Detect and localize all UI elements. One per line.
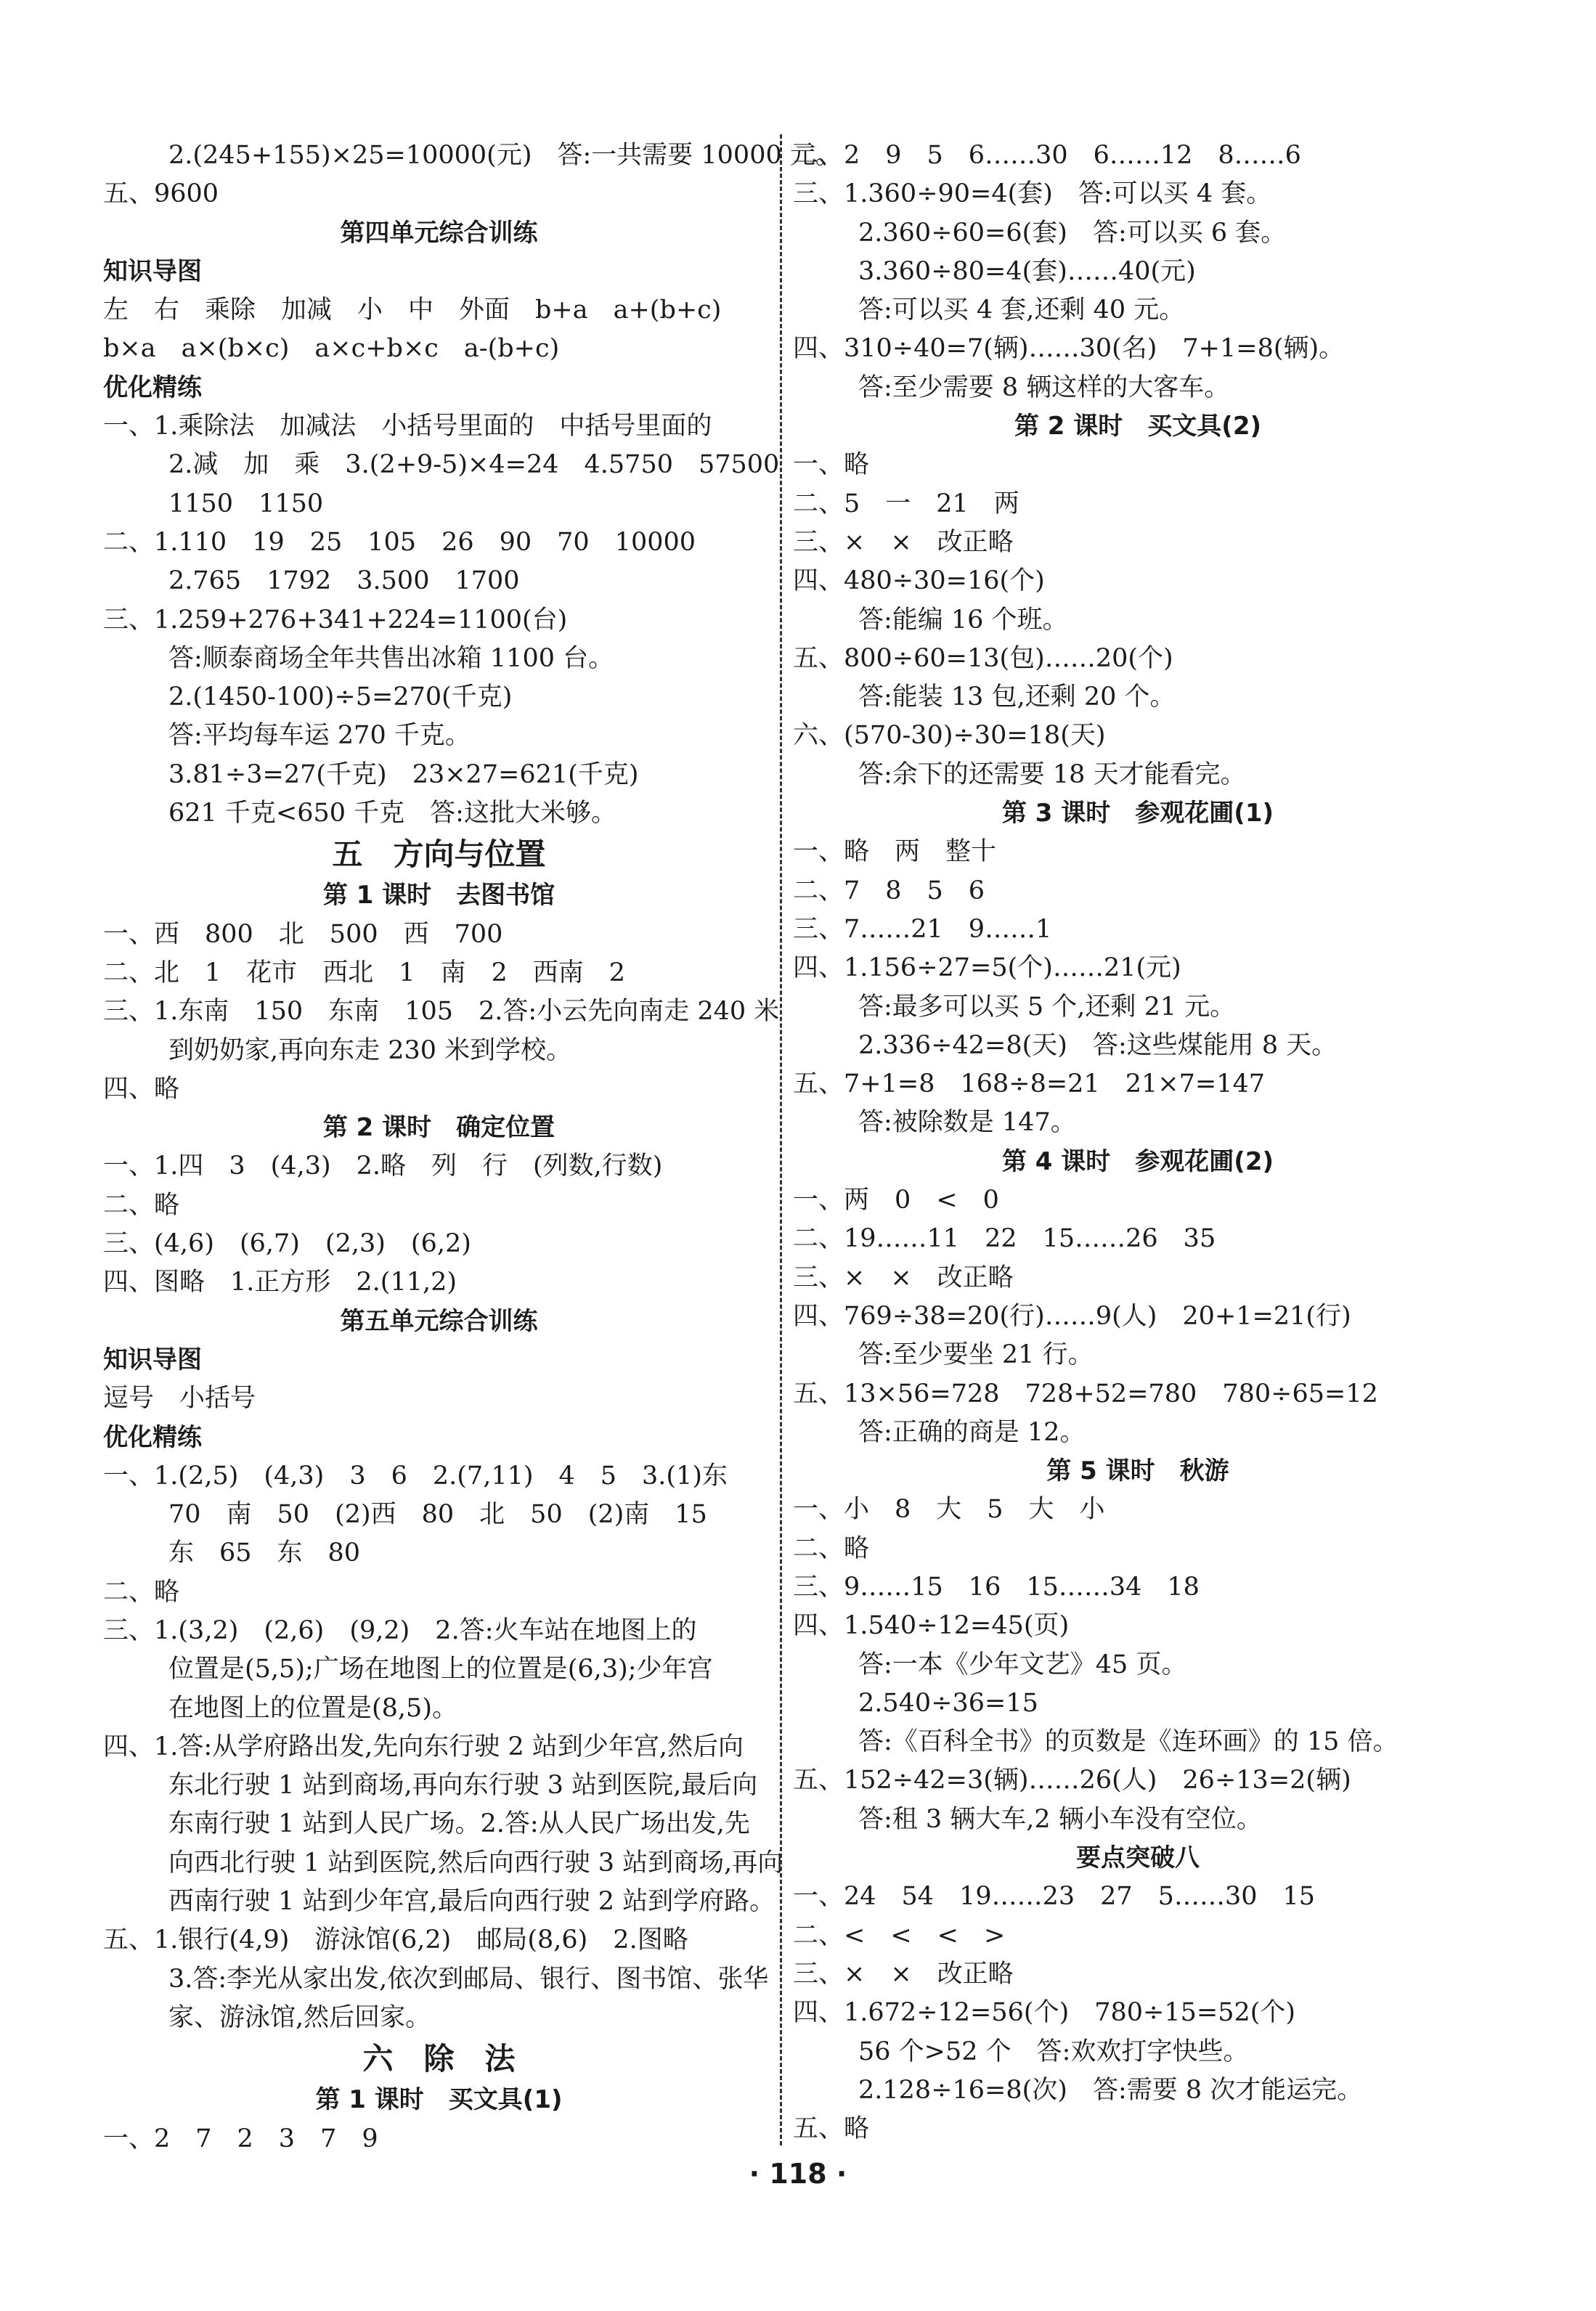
answer-line: 答:被除数是 147。 bbox=[858, 1108, 1076, 1138]
answer-line: 答:租 3 辆大车,2 辆小车没有空位。 bbox=[858, 1804, 1262, 1834]
section-heading: 第 3 课时 参观花圃(1) bbox=[1001, 799, 1274, 828]
answer-line: 三、(4,6) (6,7) (2,3) (6,2) bbox=[103, 1229, 471, 1259]
answer-line: 答:至少要坐 21 行。 bbox=[858, 1340, 1094, 1370]
answer-line: 二、5 一 21 两 bbox=[793, 489, 1019, 518]
section-heading: 第 1 课时 去图书馆 bbox=[322, 881, 555, 910]
answer-line: 一、1.乘除法 加减法 小括号里面的 中括号里面的 bbox=[103, 412, 712, 441]
subsection-label: 优化精练 bbox=[103, 1422, 202, 1452]
answer-line: 五、800÷60=13(包)……20(个) bbox=[793, 643, 1173, 673]
answer-line: 一、24 54 19……23 27 5……30 15 bbox=[793, 1882, 1316, 1912]
section-heading: 第 2 课时 确定位置 bbox=[322, 1113, 555, 1143]
answer-line: 答:一本《少年文艺》45 页。 bbox=[858, 1650, 1187, 1679]
answer-line: 三、7……21 9……1 bbox=[793, 914, 1052, 944]
page-number: · 118 · bbox=[749, 2158, 847, 2190]
answer-line: 一、1.四 3 (4,3) 2.略 列 行 (列数,行数) bbox=[103, 1152, 663, 1181]
answer-line: 逗号 小括号 bbox=[103, 1384, 256, 1414]
section-heading: 要点突破八 bbox=[1076, 1843, 1200, 1873]
answer-line: 四、图略 1.正方形 2.(11,2) bbox=[103, 1268, 457, 1297]
answer-line: 1150 1150 bbox=[168, 489, 324, 518]
answer-line: 答:平均每车运 270 千克。 bbox=[168, 721, 471, 751]
answer-line: 六、(570-30)÷30=18(天) bbox=[793, 721, 1106, 751]
answer-line: 答:余下的还需要 18 天才能看完。 bbox=[858, 759, 1246, 789]
answer-line: 2.540÷36=15 bbox=[858, 1688, 1038, 1718]
answer-line: 四、769÷38=20(行)……9(人) 20+1=21(行) bbox=[793, 1301, 1351, 1331]
answer-line: 四、310÷40=7(辆)……30(名) 7+1=8(辆)。 bbox=[793, 334, 1345, 364]
answer-line: 答:能编 16 个班。 bbox=[858, 605, 1068, 635]
answer-line: 答:正确的商是 12。 bbox=[858, 1417, 1086, 1447]
answer-line: 四、1.672÷12=56(个) 780÷15=52(个) bbox=[793, 1998, 1296, 2028]
answer-line: 三、× × 改正略 bbox=[793, 527, 1014, 557]
answer-line: 621 千克<650 千克 答:这批大米够。 bbox=[168, 799, 616, 828]
answer-line: 三、1.(3,2) (2,6) (9,2) 2.答:火车站在地图上的 bbox=[103, 1615, 697, 1645]
answer-line: 2.336÷42=8(天) 答:这些煤能用 8 天。 bbox=[858, 1030, 1338, 1060]
answer-line: 五、9600 bbox=[103, 179, 219, 209]
answer-line: 四、480÷30=16(个) bbox=[793, 566, 1045, 596]
answer-line: b×a a×(b×c) a×c+b×c a-(b+c) bbox=[103, 334, 560, 364]
answer-line: 五、略 bbox=[793, 2114, 870, 2144]
answer-line: 三、1.东南 150 东南 105 2.答:小云先向南走 240 米 bbox=[103, 997, 780, 1027]
answer-line: 答:至少需要 8 辆这样的大客车。 bbox=[858, 372, 1230, 402]
answer-line: 二、1.110 19 25 105 26 90 70 10000 bbox=[103, 527, 696, 557]
answer-line: 五、7+1=8 168÷8=21 21×7=147 bbox=[793, 1069, 1265, 1099]
answer-line: 西南行驶 1 站到少年宫,最后向西行驶 2 站到学府路。 bbox=[168, 1887, 775, 1917]
answer-line: 答:《百科全书》的页数是《连环画》的 15 倍。 bbox=[858, 1727, 1398, 1757]
answer-line: 四、略 bbox=[103, 1074, 180, 1104]
section-heading: 第五单元综合训练 bbox=[340, 1306, 538, 1336]
answer-line: 三、1.360÷90=4(套) 答:可以买 4 套。 bbox=[793, 179, 1272, 209]
answer-line: 四、1.540÷12=45(页) bbox=[793, 1611, 1070, 1641]
answer-line: 东南行驶 1 站到人民广场。2.答:从人民广场出发,先 bbox=[168, 1809, 750, 1839]
answer-line: 一、1.(2,5) (4,3) 3 6 2.(7,11) 4 5 3.(1)东 bbox=[103, 1461, 728, 1491]
answer-line: 向西北行驶 1 站到医院,然后向西行驶 3 站到商场,再向 bbox=[168, 1848, 783, 1878]
answer-line: 三、× × 改正略 bbox=[793, 1959, 1014, 1989]
answer-line: 五、1.银行(4,9) 游泳馆(6,2) 邮局(8,6) 2.图略 bbox=[103, 1925, 688, 1955]
answer-line: 在地图上的位置是(8,5)。 bbox=[168, 1693, 457, 1723]
answer-line: 三、1.259+276+341+224=1100(台) bbox=[103, 605, 568, 635]
answer-line: 2.765 1792 3.500 1700 bbox=[168, 566, 520, 596]
answer-line: 3.360÷80=4(套)……40(元) bbox=[858, 256, 1196, 286]
answer-line: 二、略 bbox=[103, 1190, 180, 1220]
answer-line: 东 65 东 80 bbox=[168, 1538, 361, 1568]
answer-line: 四、1.156÷27=5(个)……21(元) bbox=[793, 953, 1181, 983]
answer-line: 3.81÷3=27(千克) 23×27=621(千克) bbox=[168, 759, 639, 789]
right-column bbox=[793, 136, 1483, 2148]
answer-line: 答:最多可以买 5 个,还剩 21 元。 bbox=[858, 992, 1236, 1022]
section-heading: 第四单元综合训练 bbox=[340, 218, 538, 248]
answer-line: 三、× × 改正略 bbox=[793, 1263, 1014, 1292]
answer-line: 答:能装 13 包,还剩 20 个。 bbox=[858, 682, 1176, 712]
subsection-label: 知识导图 bbox=[103, 1345, 202, 1374]
subsection-label: 知识导图 bbox=[103, 256, 202, 286]
answer-line: 二、略 bbox=[793, 1533, 870, 1563]
answer-line: 二、19……11 22 15……26 35 bbox=[793, 1224, 1216, 1254]
answer-line: 二、7 8 5 6 bbox=[793, 876, 985, 905]
answer-line: 2.减 加 乘 3.(2+9-5)×4=24 4.5750 57500 bbox=[168, 450, 780, 480]
answer-line: 一、小 8 大 5 大 小 bbox=[793, 1495, 1105, 1525]
answer-line: 答:顺泰商场全年共售出冰箱 1100 台。 bbox=[168, 643, 614, 673]
answer-line: 四、1.答:从学府路出发,先向东行驶 2 站到少年宫,然后向 bbox=[103, 1732, 744, 1761]
answer-line: 二、北 1 花市 西北 1 南 2 西南 2 bbox=[103, 958, 626, 987]
answer-line: 家、游泳馆,然后回家。 bbox=[168, 2002, 431, 2032]
section-heading: 第 1 课时 买文具(1) bbox=[315, 2085, 563, 2115]
answer-line: 二、< < < > bbox=[793, 1920, 1006, 1950]
answer-line: 2.128÷16=8(次) 答:需要 8 次才能运完。 bbox=[858, 2075, 1363, 2105]
answer-line: 三、9……15 16 15……34 18 bbox=[793, 1572, 1200, 1602]
unit-title: 六 除 法 bbox=[362, 2041, 516, 2077]
answer-line: 56 个>52 个 答:欢欢打字快些。 bbox=[858, 2037, 1249, 2066]
answer-line: 到奶奶家,再向东走 230 米到学校。 bbox=[168, 1035, 572, 1065]
answer-line: 答:可以买 4 套,还剩 40 元。 bbox=[858, 296, 1185, 325]
section-heading: 第 4 课时 参观花圃(2) bbox=[1001, 1146, 1274, 1176]
answer-line: 一、2 7 2 3 7 9 bbox=[103, 2124, 378, 2153]
section-heading: 第 5 课时 秋游 bbox=[1046, 1456, 1229, 1486]
answer-line: 一、两 0 < 0 bbox=[793, 1186, 999, 1215]
section-heading: 第 2 课时 买文具(2) bbox=[1014, 412, 1262, 441]
answer-line: 东北行驶 1 站到商场,再向东行驶 3 站到医院,最后向 bbox=[168, 1771, 758, 1801]
answer-line: 一、西 800 北 500 西 700 bbox=[103, 919, 503, 949]
answer-line: 二、2 9 5 6……30 6……12 8……6 bbox=[793, 141, 1301, 170]
subsection-label: 优化精练 bbox=[103, 372, 202, 402]
answer-line: 左 右 乘除 加减 小 中 外面 b+a a+(b+c) bbox=[103, 296, 722, 325]
answer-line: 五、13×56=728 728+52=780 780÷65=12 bbox=[793, 1379, 1378, 1409]
answer-line: 3.答:李光从家出发,依次到邮局、银行、图书馆、张华 bbox=[168, 1964, 769, 1994]
answer-line: 一、略 两 整十 bbox=[793, 837, 997, 867]
answer-line: 2.(245+155)×25=10000(元) 答:一共需要 10000 元。 bbox=[168, 141, 841, 170]
answer-line: 五、152÷42=3(辆)……26(人) 26÷13=2(辆) bbox=[793, 1766, 1351, 1796]
answer-line: 2.(1450-100)÷5=270(千克) bbox=[168, 682, 513, 712]
answer-line: 二、略 bbox=[103, 1577, 180, 1607]
answer-line: 位置是(5,5);广场在地图上的位置是(6,3);少年宫 bbox=[168, 1655, 713, 1684]
answer-line: 70 南 50 (2)西 80 北 50 (2)南 15 bbox=[168, 1500, 707, 1530]
answer-line: 一、略 bbox=[793, 450, 870, 480]
answer-line: 2.360÷60=6(套) 答:可以买 6 套。 bbox=[858, 218, 1287, 248]
unit-title: 五 方向与位置 bbox=[332, 836, 546, 873]
column-divider bbox=[780, 134, 782, 2145]
